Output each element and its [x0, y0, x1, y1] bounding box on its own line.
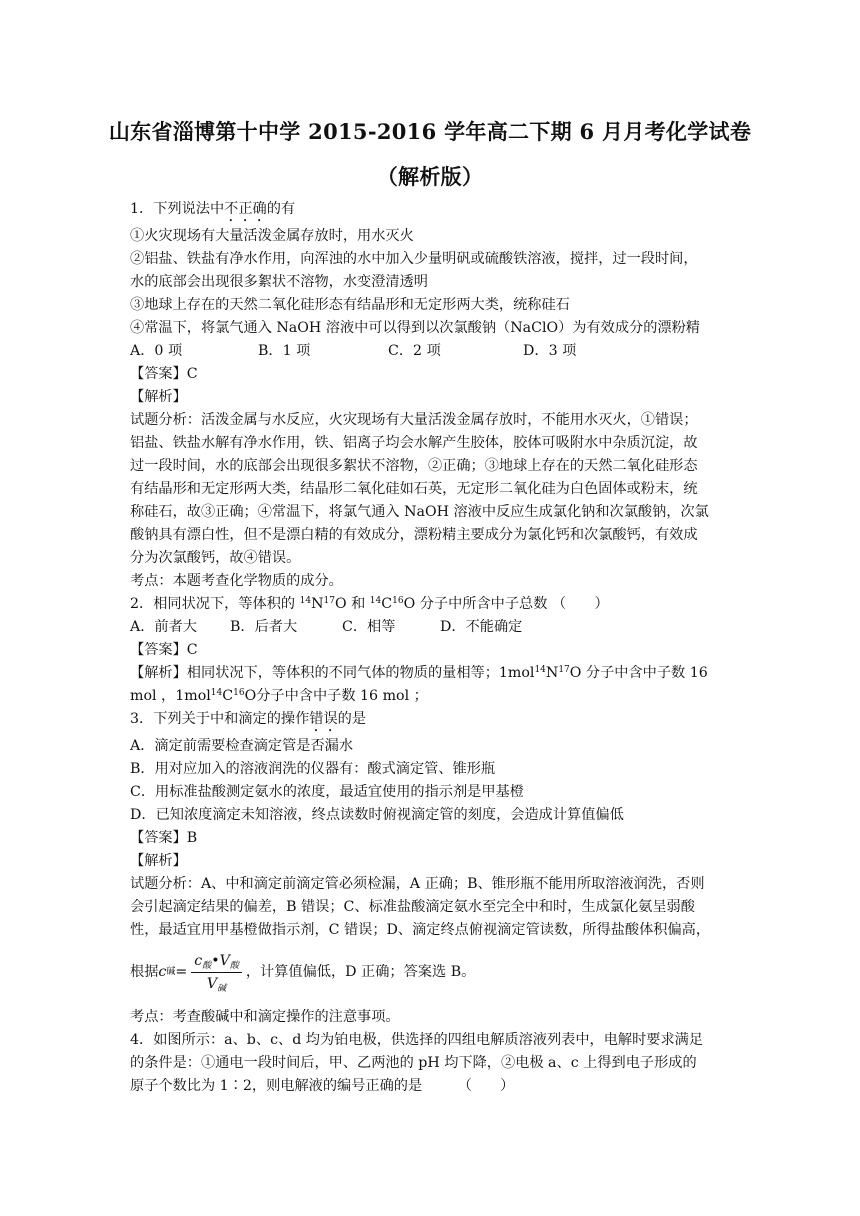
- formula-variable: c: [158, 963, 167, 980]
- q1-option-a: A．0 项: [130, 343, 183, 359]
- formula-subscript: 碱: [217, 983, 227, 994]
- formula-dot: •: [211, 952, 220, 969]
- q3-analysis-line: 会引起滴定结果的偏差，B 错误；C、标准盐酸滴定氨水至完全中和时，生成氯化氨呈弱酸: [130, 899, 695, 915]
- q1-item: ③地球上存在的天然二氧化硅形态有结晶形和无定形两大类，统称硅石: [130, 297, 570, 313]
- q3-formula-line: 根据 c 碱 = $\frac{c_酸•V_酸}{V_碱}$ ，计算值偏低，D 正确；答案选 B。: [130, 952, 476, 994]
- q2-conj: 和: [346, 596, 370, 612]
- q1-analysis-line: 试题分析：活泼金属与水反应，火灾现场有大量活泼金属存放时，不能用水灭火，①错误；: [130, 412, 698, 428]
- q2-stem-text: 2．相同状况下，等体积的: [130, 596, 300, 612]
- q2-analysis-text: 分子中含中子数 16 mol ；: [256, 688, 428, 704]
- q1-analysis-line: 分为次氯酸钙，故④错误。: [130, 550, 301, 566]
- q2-answer: 【答案】C: [130, 642, 198, 658]
- q2-option-b: B．后者大: [230, 619, 298, 635]
- q2-element: C: [222, 688, 234, 704]
- q2-mass-number: 17: [558, 665, 570, 675]
- question-4-line: 的条件是：①通电一段时间后，甲、乙两池的 pH 均下降，②电极 a、c 上得到电子形成的: [130, 1055, 697, 1071]
- question-2-stem: [130, 593, 740, 616]
- q2-stem-text-end: 分子中所含中子总数 （ ）: [415, 596, 609, 612]
- q1-analysis-line: 铝盐、铁盐水解有净水作用，铁、铝离子均会水解产生胶体，胶体可吸附水中杂质沉淀，故: [130, 435, 698, 451]
- q2-mass-number: 14: [369, 596, 382, 606]
- q3-option-a: A．滴定前需要检查滴定管是否漏水: [130, 738, 354, 754]
- q2-option-c: C．相等: [342, 619, 396, 635]
- q3-option-d: D．已知浓度滴定未知溶液，终点读数时俯视滴定管的刻度，会造成计算值偏低: [130, 807, 624, 823]
- question-4-line: 原子个数比为 1∶2，则电解液的编号正确的是 （ ）: [130, 1078, 515, 1094]
- q2-mass-number: 14: [534, 665, 546, 675]
- formula-equals: =: [175, 963, 188, 980]
- formula-numerator: [191, 951, 242, 973]
- q1-stem-text-end: 的有: [266, 201, 296, 217]
- q3-stem-text-end: 的是: [337, 711, 367, 727]
- q2-mass-number: 16: [392, 596, 404, 606]
- q1-analysis-line: 称硅石，故③正确；④常温下，将氯气通入 NaOH 溶液中反应生成氯化钠和次氯酸钠，次氯: [130, 504, 709, 520]
- q3-option-b: B．用对应加入的溶液润洗的仪器有：酸式滴定管、锥形瓶: [130, 761, 496, 777]
- q1-answer: 【答案】C: [130, 366, 198, 382]
- q2-element: O: [403, 596, 416, 612]
- q1-item: ④常温下，将氯气通入 NaOH 溶液中可以得到以次氯酸钠（NaClO）为有效成分的漂粉精: [130, 320, 700, 336]
- formula-variable: V: [219, 952, 230, 969]
- formula-subscript: 酸: [229, 960, 239, 971]
- q2-analysis-text: 【解析】相同状况下，等体积的不同气体的物质的量相等；1mol: [130, 665, 535, 681]
- q2-analysis-cont: [130, 685, 740, 708]
- q3-emphasis-text: 错误: [309, 711, 338, 727]
- q2-analysis-text: 分子中含中子数 16: [581, 665, 708, 681]
- q1-analysis-line: 酸钠具有漂白性，但不是漂白精的有效成分，漂粉精主要成分为氯化钙和次氯酸钙，有效成: [130, 527, 698, 543]
- q2-element: N: [545, 665, 559, 681]
- formula-denominator: [207, 973, 226, 994]
- q3-point: 考点：考查酸碱中和滴定操作的注意事项。: [130, 1009, 400, 1025]
- document-title: 山东省淄博第十中学 2015-2016 学年高二下期 6 月月考化学试卷: [108, 119, 752, 144]
- q2-element: O: [244, 688, 257, 704]
- q1-analysis-line: 有结晶形和无定形两大类，结晶形二氧化硅如石英，无定形二氧化硅为白色固体或粉末，统: [130, 481, 698, 497]
- q1-item: ②铝盐、铁盐有净水作用，向浑浊的水中加入少量明矾或硫酸铁溶液，搅拌，过一段时间，: [130, 251, 698, 267]
- formula-fraction: [191, 951, 242, 994]
- q3-formula-prefix: 根据: [130, 963, 159, 980]
- q2-element: O: [334, 596, 347, 612]
- q2-element: C: [381, 596, 393, 612]
- q2-element: O: [569, 665, 582, 681]
- question-1-stem: [130, 198, 740, 225]
- q2-option-d: D．不能确定: [440, 619, 523, 635]
- q1-options: [130, 340, 740, 363]
- q3-stem-text: 3．下列关于中和滴定的操作: [130, 711, 310, 727]
- q3-formula-suffix: ，计算值偏低，D 正确；答案选 B。: [245, 963, 476, 980]
- formula-variable: c: [194, 952, 203, 969]
- q3-analysis-line: 性，最适宜用甲基橙做指示剂，C 错误；D、滴定终点俯视滴定管读数，所得盐酸体积偏高，: [130, 922, 711, 938]
- q1-option-c: C．2 项: [388, 343, 441, 359]
- q3-analysis-label: 【解析】: [130, 853, 187, 869]
- q1-item: ①火灾现场有大量活泼金属存放时，用水灭火: [130, 228, 414, 244]
- q3-option-c: C．用标准盐酸测定氨水的浓度，最适宜使用的指示剂是甲基橙: [130, 784, 524, 800]
- q3-analysis-line: 试题分析：A、中和滴定前滴定管必须检漏，A 正确；B、锥形瓶不能用所取溶液润洗，否则: [130, 876, 705, 892]
- question-4-line: 4．如图所示：a、b、c、d 均为铂电极，供选择的四组电解质溶液列表中，电解时要求满足: [130, 1032, 704, 1048]
- q1-option-b: B．1 项: [258, 343, 311, 359]
- document-body: [130, 198, 740, 1098]
- q2-analysis-text: mol ，1mol: [130, 688, 211, 704]
- q2-option-a: A．前者大: [130, 619, 197, 635]
- q1-analysis-label: 【解析】: [130, 389, 187, 405]
- q1-option-d: D．3 项: [523, 343, 577, 359]
- q2-mass-number: 14: [299, 596, 312, 606]
- q2-mass-number: 16: [233, 688, 245, 698]
- question-3-stem: [130, 708, 740, 735]
- q2-mass-number: 14: [210, 688, 223, 698]
- q1-item: 水的底部会出现很多絮状不溶物，水变澄清透明: [130, 274, 428, 290]
- document-subtitle: （解析版）: [376, 164, 484, 189]
- q1-point: 考点：本题考查化学物质的成分。: [130, 573, 343, 589]
- q2-options: [130, 616, 740, 639]
- q2-mass-number: 17: [323, 596, 335, 606]
- formula-variable: V: [206, 975, 218, 992]
- q1-emphasis-text: 不正确: [224, 201, 267, 217]
- q3-answer: 【答案】B: [130, 830, 198, 846]
- q2-element: N: [311, 596, 324, 612]
- formula-subscript: 酸: [202, 960, 212, 971]
- q2-analysis: [130, 662, 740, 685]
- q1-stem-text: 1．下列说法中: [130, 201, 225, 217]
- q1-analysis-line: 过一段时间，水的底部会出现很多絮状不溶物，②正确；③地球上存在的天然二氧化硅形态: [130, 458, 698, 474]
